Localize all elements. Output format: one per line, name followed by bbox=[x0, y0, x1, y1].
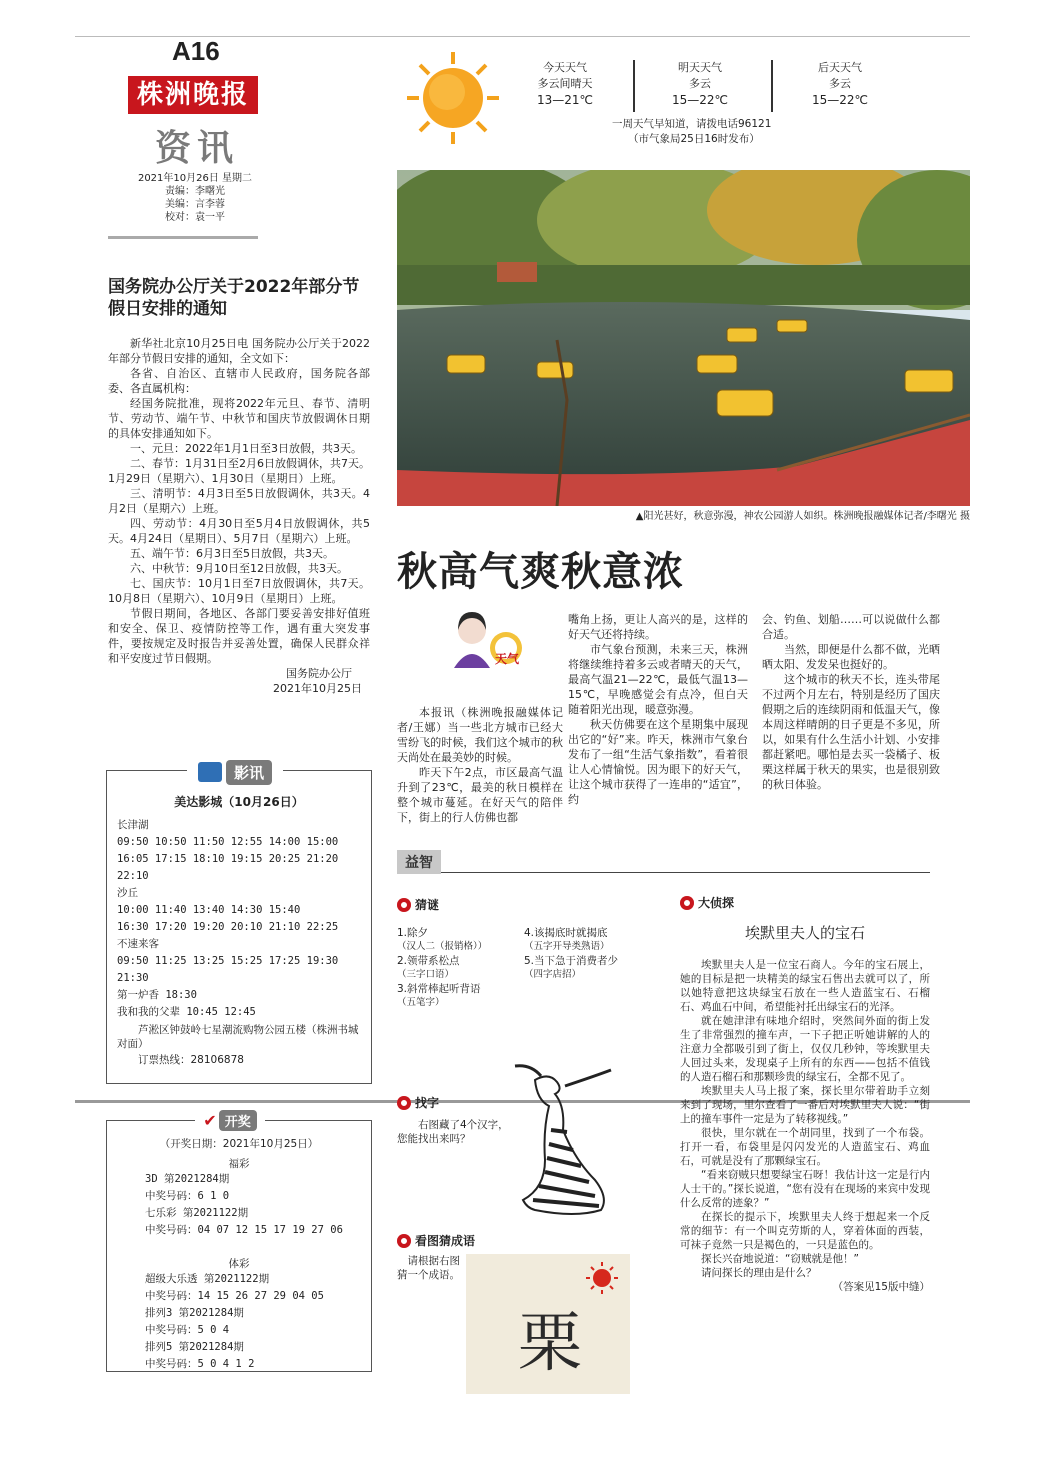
lottery-line: 中奖号码：6 1 0 bbox=[145, 1190, 230, 1202]
weather-source: （市气象局25日16时发布） bbox=[628, 133, 760, 145]
notice-paragraph: 七、国庆节：10月1日至7日放假调休，共7天。10月8日（星期六）、10月9日（星期日）上班。 bbox=[108, 577, 370, 605]
lottery-line: 3D 第2021284期 bbox=[145, 1173, 230, 1185]
showtime-line: 10:00 11:40 13:40 14:30 15:40 bbox=[117, 904, 301, 916]
article-col-1 bbox=[397, 705, 563, 825]
puzzle-header bbox=[397, 850, 930, 873]
article-col-2 bbox=[568, 612, 748, 807]
lottery-line: 中奖号码：04 07 12 15 17 19 27 06 bbox=[145, 1224, 343, 1236]
weather-tomorrow-label: 明天天气 bbox=[678, 61, 722, 74]
article-paragraph: 当然，即便是什么都不做，光晒晒太阳、发发呆也挺好的。 bbox=[762, 643, 940, 671]
riddle-line: 2.领带系松点 bbox=[397, 955, 460, 967]
notice-paragraph: 四、劳动节：4月30日至5月4日放假调休，共5天。4月24日（星期日）、5月7日（星期六）上班。 bbox=[108, 517, 370, 545]
detective-paragraph: 请问探长的理由是什么？ bbox=[701, 1267, 817, 1279]
section-title: 资讯 bbox=[155, 127, 240, 169]
article-paragraph: 这个城市的秋天不长，连头带尾不过两个月左右，特别是经历了国庆假期之后的连续阴雨和低温天气，像本周这样晴朗的日子更是不多见，所以，如果有什么生活小计划、小安排都赶紧吧。哪怕是去买一袋橘子、板栗这样属于秋天的果实，也是很别致的秋日体验。 bbox=[762, 673, 940, 791]
article-paragraph: 本报讯（株洲晚报融媒体记者/王娜）当一些北方城市已经大雪纷飞的时候，我们这个城市的秋天尚处在最美妙的时候。 bbox=[397, 706, 563, 764]
detective-dot-icon bbox=[680, 896, 694, 910]
riddle-line: （五字开导类熟语） bbox=[524, 941, 610, 952]
movies-header-bar bbox=[187, 759, 283, 785]
art-editor: 美编：言李蓉 bbox=[165, 199, 225, 210]
ticai-label: 体彩 bbox=[228, 1258, 250, 1270]
showtime-line: 沙丘 bbox=[117, 887, 138, 899]
findchar-text: 右图藏了4个汉字，您能找出来吗？ bbox=[397, 1119, 509, 1145]
showtime-line: 22:10 bbox=[117, 870, 149, 882]
lottery-line: 超级大乐透 第2021122期 bbox=[145, 1273, 270, 1285]
findchar-tag bbox=[397, 1094, 439, 1111]
weather-after-label: 后天天气 bbox=[818, 61, 862, 74]
notice-body bbox=[108, 336, 370, 696]
movies-box bbox=[106, 763, 372, 1084]
weather-after-cond: 多云 bbox=[829, 77, 851, 90]
weather-tomorrow-temp: 15—22℃ bbox=[671, 93, 728, 107]
detective-paragraph: 在探长的提示下，埃默里夫人终于想起来一个反常的细节：有一个叫克劳斯的人，穿着体面的西装，可袜子竟然一只是褐色的，一只是蓝色的。 bbox=[680, 1211, 930, 1251]
notice-title: 国务院办公厅关于2022年部分节假日安排的通知 bbox=[108, 277, 360, 319]
ticai-results bbox=[145, 1271, 369, 1373]
findchar-dot-icon bbox=[397, 1096, 411, 1110]
idiom-picture bbox=[466, 1254, 630, 1394]
lottery-line: 中奖号码：14 15 26 27 29 04 05 bbox=[145, 1290, 324, 1302]
lottery-box bbox=[106, 1110, 372, 1372]
lottery-line: 排列5 第2021284期 bbox=[145, 1341, 244, 1353]
page-number: A16 bbox=[172, 36, 220, 66]
riddle-line: 1.除夕 bbox=[397, 927, 429, 939]
idiom-dot-icon bbox=[397, 1234, 411, 1248]
fucai-label: 福彩 bbox=[228, 1158, 250, 1170]
weather-after-temp: 15—22℃ bbox=[811, 93, 868, 107]
movies-header: 影讯 bbox=[226, 760, 272, 785]
fucai-results bbox=[145, 1171, 369, 1239]
riddle-line: 4.该揭底时就揭底 bbox=[524, 927, 608, 939]
riddles-left bbox=[397, 926, 521, 1010]
notice-paragraph: 六、中秋节：9月10日至12日放假，共3天。 bbox=[130, 562, 348, 575]
film-camera-icon bbox=[198, 762, 222, 782]
detective-paragraph: 很快，里尔就在一个胡同里，找到了一个布袋。打开一看，布袋里是闪闪发光的人造蓝宝石、鸡血石，可就是没有了那颗绿宝石。 bbox=[680, 1127, 930, 1167]
weather-today-cond: 多云间晴天 bbox=[537, 77, 593, 90]
cinema-name: 美达影城（10月26日） bbox=[174, 795, 304, 809]
lottery-header: 开奖 bbox=[219, 1110, 257, 1131]
showtime-line: 不速来客 bbox=[117, 938, 159, 950]
showtime-line: 长津湖 bbox=[117, 819, 149, 831]
notice-paragraph: 五、端午节：6月3日至5日放假，共3天。 bbox=[130, 547, 334, 560]
masthead-meta bbox=[110, 172, 280, 224]
park-photo bbox=[397, 170, 970, 506]
detective-paragraph: 埃默里夫人马上报了案，探长里尔带着助手立刻来到了现场，里尔查看了一番后对埃默里夫人说：“街上的撞车事件一定是为了转移视线。” bbox=[680, 1085, 930, 1125]
article-paragraph: 市气象台预测，未来三天，株洲将继续维持着多云或者晴天的天气，最高气温21—22℃，最低气温13—15℃，早晚感觉会有点冷，但白天随着阳光出现，暖意弥漫。 bbox=[568, 643, 748, 716]
puzzle-header-label: 益智 bbox=[397, 850, 441, 874]
lottery-line: 中奖号码：5 0 4 1 2 bbox=[145, 1358, 255, 1370]
proofreader: 校对：袁一平 bbox=[165, 212, 225, 223]
editor: 责编：李曙光 bbox=[165, 186, 225, 197]
article-paragraph: 嘴角上扬，更让人高兴的是，这样的好天气还将持续。 bbox=[568, 613, 748, 641]
riddles-right bbox=[524, 926, 654, 982]
weather-after bbox=[780, 60, 900, 108]
notice-signature: 国务院办公厅 bbox=[286, 667, 352, 680]
article-paragraph: 昨天下午2点，市区最高气温升到了23℃，最美的秋日模样在整个城市蔓延。在好天气的陪伴下，街上的行人仿佛也都 bbox=[397, 766, 563, 824]
riddle-line: （汉人二（报销格）） bbox=[397, 941, 488, 952]
showtime-line: 我和我的父辈 10:45 12:45 bbox=[117, 1006, 256, 1018]
lottery-header-bar bbox=[195, 1108, 265, 1132]
notice-paragraph: 各省、自治区、直辖市人民政府，国务院各部委、各直属机构： bbox=[108, 367, 370, 395]
notice-paragraph: 三、清明节：4月3日至5日放假调休，共3天。4月2日（星期六）上班。 bbox=[108, 487, 370, 515]
idiom-tag-label: 看图猜成语 bbox=[415, 1234, 476, 1248]
showtimes bbox=[117, 817, 367, 1021]
main-headline: 秋高气爽秋意浓 bbox=[397, 548, 684, 595]
weather-tomorrow bbox=[640, 60, 760, 108]
riddle-tag bbox=[397, 896, 439, 913]
sun-icon bbox=[403, 48, 503, 148]
detective-paragraph: “看来窃贼只想要绿宝石呀！我估计这一定是行内人士干的。”探长说道，“您有没有在现场的来宾中发现什么反常的迹象？” bbox=[680, 1169, 930, 1209]
weather-badge: 天气 bbox=[495, 652, 520, 666]
check-icon: ✔ bbox=[203, 1110, 217, 1130]
ticket-hotline: 订票热线：28106878 bbox=[138, 1054, 244, 1066]
detective-paragraph: 就在她津津有味地介绍时，突然间外面的街上发生了非常强烈的撞车声，一下子把正听她讲解的人的注意力全都吸引到了街上，仅仅几秒钟，等埃默里夫人回过头来，发现桌子上所有的东西——包括不值钱的人造石榴石和那颗珍贵的绿宝石，全都不见了。 bbox=[680, 1015, 930, 1083]
weather-tomorrow-cond: 多云 bbox=[689, 77, 711, 90]
notice-paragraph: 经国务院批准，现将2022年元旦、春节、清明节、劳动节、端午节、中秋节和国庆节放假调休日期的具体安排通知如下。 bbox=[108, 397, 370, 440]
notice-sign-date: 2021年10月25日 bbox=[273, 682, 362, 695]
dancer-figure bbox=[505, 1060, 625, 1220]
lottery-date: （开奖日期：2021年10月25日） bbox=[159, 1138, 319, 1150]
detective-tag bbox=[680, 894, 734, 911]
article-col-3 bbox=[762, 612, 940, 792]
weather-today bbox=[505, 60, 625, 108]
photo-caption: ▲阳光甚好，秋意弥漫，神农公园游人如织。株洲晚报融媒体记者/李曙光 摄 bbox=[635, 511, 970, 522]
showtime-line: 09:50 10:50 11:50 12:55 14:00 15:00 bbox=[117, 836, 339, 848]
detective-tag-label: 大侦探 bbox=[698, 896, 735, 910]
showtime-line: 16:05 17:15 18:10 19:15 20:25 21:20 bbox=[117, 853, 339, 865]
showtime-line: 第一炉香 18:30 bbox=[117, 989, 197, 1001]
weather-hotline: 一周天气早知道，请拨电话96121 bbox=[612, 118, 772, 130]
issue-date: 2021年10月26日 星期二 bbox=[137, 173, 253, 184]
riddle-tag-label: 猜谜 bbox=[415, 898, 440, 912]
weather-today-label: 今天天气 bbox=[543, 61, 587, 74]
detective-title: 埃默里夫人的宝石 bbox=[744, 924, 865, 942]
idiom-character: 栗 bbox=[518, 1307, 582, 1381]
riddle-dot-icon bbox=[397, 898, 411, 912]
showtime-line: 16:30 17:20 19:20 20:10 21:10 22:25 bbox=[117, 921, 339, 933]
detective-body bbox=[680, 958, 930, 1294]
notice-paragraph: 新华社北京10月25日电 国务院办公厅关于2022年部分节假日安排的通知，全文如下： bbox=[108, 337, 370, 365]
lottery-line: 七乐彩 第2021122期 bbox=[145, 1207, 249, 1219]
paper-logo: 株洲晚报 bbox=[128, 76, 258, 114]
weather-divider bbox=[771, 60, 773, 112]
notice-paragraph: 二、春节：1月31日至2月6日放假调休，共7天。1月29日（星期六）、1月30日（星期日）上班。 bbox=[108, 457, 370, 485]
cinema-address: 芦淞区钟鼓岭七星潮流购物公园五楼（株洲书城对面） bbox=[117, 1024, 359, 1050]
masthead-rule bbox=[108, 236, 258, 239]
detective-paragraph: 探长兴奋地说道：“窃贼就是他！” bbox=[701, 1253, 859, 1265]
article-paragraph: 会、钓鱼、划船……可以说做什么都合适。 bbox=[762, 613, 940, 641]
idiom-text: 请根据右图猜一个成语。 bbox=[397, 1255, 460, 1281]
riddle-line: 5.当下急于消费者少 bbox=[524, 955, 619, 967]
lottery-line: 排列3 第2021284期 bbox=[145, 1307, 244, 1319]
findchar-tag-label: 找字 bbox=[415, 1096, 440, 1110]
lottery-line: 中奖号码：5 0 4 bbox=[145, 1324, 230, 1336]
detective-paragraph: 埃默里夫人是一位宝石商人。今年的宝石展上，她的目标是把一块精美的绿宝石售出去就可以了，所以她特意把这块绿宝石放在一些人造蓝宝石、石榴石、鸡血石中间，希望能衬托出绿宝石的光泽。 bbox=[680, 959, 930, 1013]
article-paragraph: 秋天仿佛要在这个星期集中展现出它的“好”来。昨天，株洲市气象台发布了一组“生活气象指数”，看着很让人心情愉悦。因为眼下的好天气，让这个城市获得了一连串的“适宜”，约 bbox=[568, 718, 748, 806]
showtime-line: 21:30 bbox=[117, 972, 149, 984]
showtime-line: 09:50 11:25 13:25 15:25 17:25 19:30 bbox=[117, 955, 339, 967]
riddle-line: （五笔字） bbox=[397, 997, 445, 1008]
notice-paragraph: 节假日期间，各地区、各部门要妥善安排好值班和安全、保卫、疫情防控等工作，遇有重大突发事件，要按规定及时报告并妥善处置，确保人民群众祥和平安度过节日假期。 bbox=[108, 607, 370, 665]
weather-today-temp: 13—21℃ bbox=[536, 93, 593, 107]
idiom-tag bbox=[397, 1232, 475, 1249]
riddle-line: 3.斜常棒起听背语 bbox=[397, 983, 481, 995]
reporter-avatar bbox=[450, 608, 530, 684]
notice-paragraph: 一、元旦：2022年1月1日至3日放假，共3天。 bbox=[130, 442, 362, 455]
weather-divider bbox=[633, 60, 635, 112]
riddle-line: （四字店招） bbox=[524, 969, 582, 980]
riddle-line: （三字口语） bbox=[397, 969, 455, 980]
detective-answer-note: （答案见15版中缝） bbox=[832, 1281, 930, 1293]
